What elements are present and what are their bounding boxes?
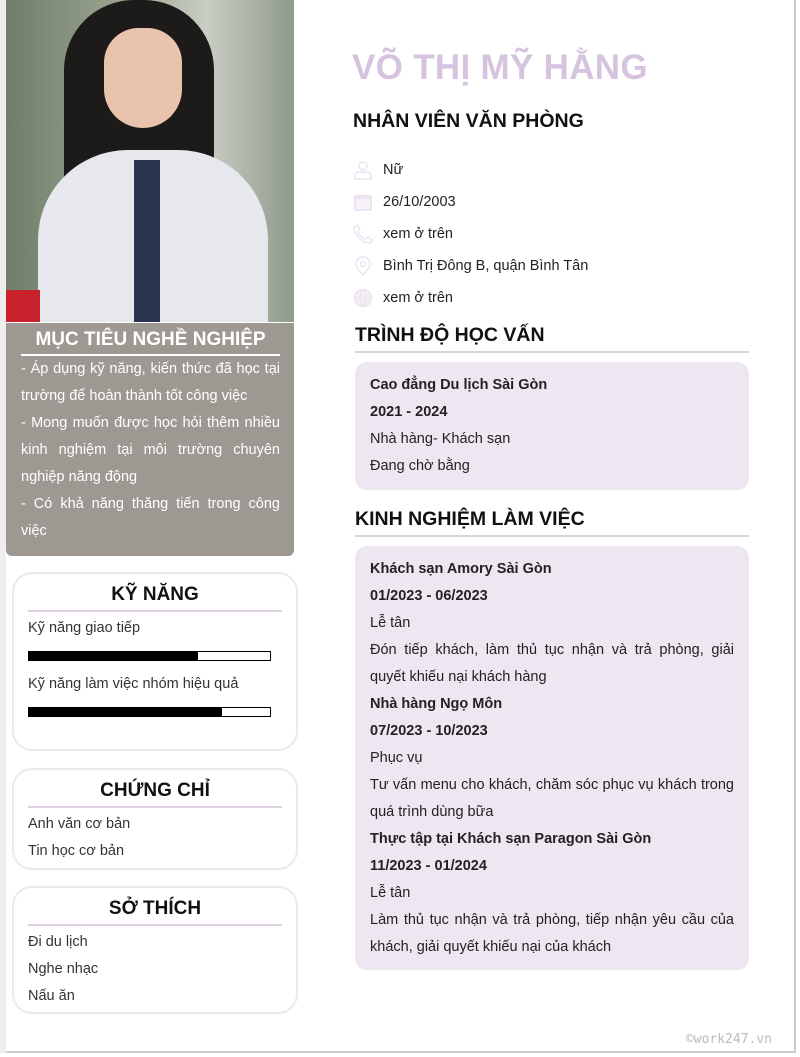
education-period: 2021 - 2024 [370,404,448,420]
certificate-item: Anh văn cơ bản [28,816,131,832]
user-icon [353,160,373,180]
contact-address [353,250,588,282]
hobbies-title: SỞ THÍCH [28,898,282,926]
hobby-item: Đi du lịch [28,934,88,950]
experience-title: KINH NGHIỆM LÀM VIỆC [355,508,749,537]
skills-title: KỸ NĂNG [28,584,282,612]
career-objective-section [6,323,294,556]
skill-bar [28,707,271,717]
job-company: Nhà hàng Ngọ Môn [370,696,503,712]
job-company: Thực tập tại Khách sạn Paragon Sài Gòn [370,831,652,847]
contact-phone [353,218,588,250]
objective-line: - Áp dụng kỹ năng, kiến thức đã học tại trường để hoàn thành tốt công việc [21,361,280,404]
certificate-item: Tin học cơ bản [28,843,125,859]
hobby-item: Nấu ăn [28,988,75,1004]
contact-text: Nữ [383,162,404,178]
hobby-item: Nghe nhạc [28,961,99,977]
profile-photo [6,0,294,322]
certificates-title: CHỨNG CHỈ [28,780,282,808]
contact-gender [353,154,588,186]
skill-bar-fill [29,708,222,716]
skill-label: Kỹ năng làm việc nhóm hiệu quả [28,676,239,692]
skill-bar [28,651,271,661]
education-status: Đang chờ bằng [370,458,470,474]
watermark: ©work247.vn [685,1032,772,1047]
phone-icon [353,224,373,244]
job-period: 07/2023 - 10/2023 [370,723,488,739]
job-period: 11/2023 - 01/2024 [370,858,487,874]
contact-text: Bình Trị Đông B, quận Bình Tân [383,258,589,274]
job-description: Làm thủ tục nhận và trả phòng, tiếp nhận yêu cầu của khách, giải quyết khiếu nại của khách [370,912,734,955]
job-role: Lễ tân [370,615,411,631]
hobbies-card [12,886,298,1014]
school-name: Cao đẳng Du lịch Sài Gòn [370,377,548,393]
contact-text: xem ở trên [383,226,453,242]
objective-line: - Mong muốn được học hỏi thêm nhiều kinh nghiệm tại môi trường chuyên nghiệp năng động [21,415,280,485]
location-icon [353,256,373,276]
job-title: NHÂN VIÊN VĂN PHÒNG [353,110,584,132]
experience-box [355,546,749,970]
objective-line: - Có khả năng thăng tiến trong công việc [21,496,280,539]
education-major: Nhà hàng- Khách sạn [370,431,511,447]
contact-text: xem ở trên [383,290,453,306]
skill-label: Kỹ năng giao tiếp [28,620,141,636]
contact-list [353,154,588,314]
globe-icon [353,288,373,308]
skill-bar-fill [29,652,198,660]
job-role: Phục vụ [370,750,423,766]
education-title: TRÌNH ĐỘ HỌC VẤN [355,324,749,353]
certificates-card [12,768,298,870]
job-description: Tư vấn menu cho khách, chăm sóc phục vụ khách trong quá trình dùng bữa [370,777,734,820]
objective-title: MỤC TIÊU NGHỀ NGHIỆP [21,329,280,356]
job-company: Khách sạn Amory Sài Gòn [370,561,552,577]
job-description: Đón tiếp khách, làm thủ tục nhận và trả phòng, giải quyết khiếu nại khách hàng [370,642,734,685]
education-box [355,362,749,490]
skills-card [12,572,298,751]
contact-text: 26/10/2003 [383,194,456,210]
job-period: 01/2023 - 06/2023 [370,588,488,604]
job-role: Lễ tân [370,885,411,901]
contact-website [353,282,588,314]
calendar-icon [353,192,373,212]
candidate-name: VÕ THỊ MỸ HẰNG [352,48,648,87]
contact-birthday [353,186,588,218]
